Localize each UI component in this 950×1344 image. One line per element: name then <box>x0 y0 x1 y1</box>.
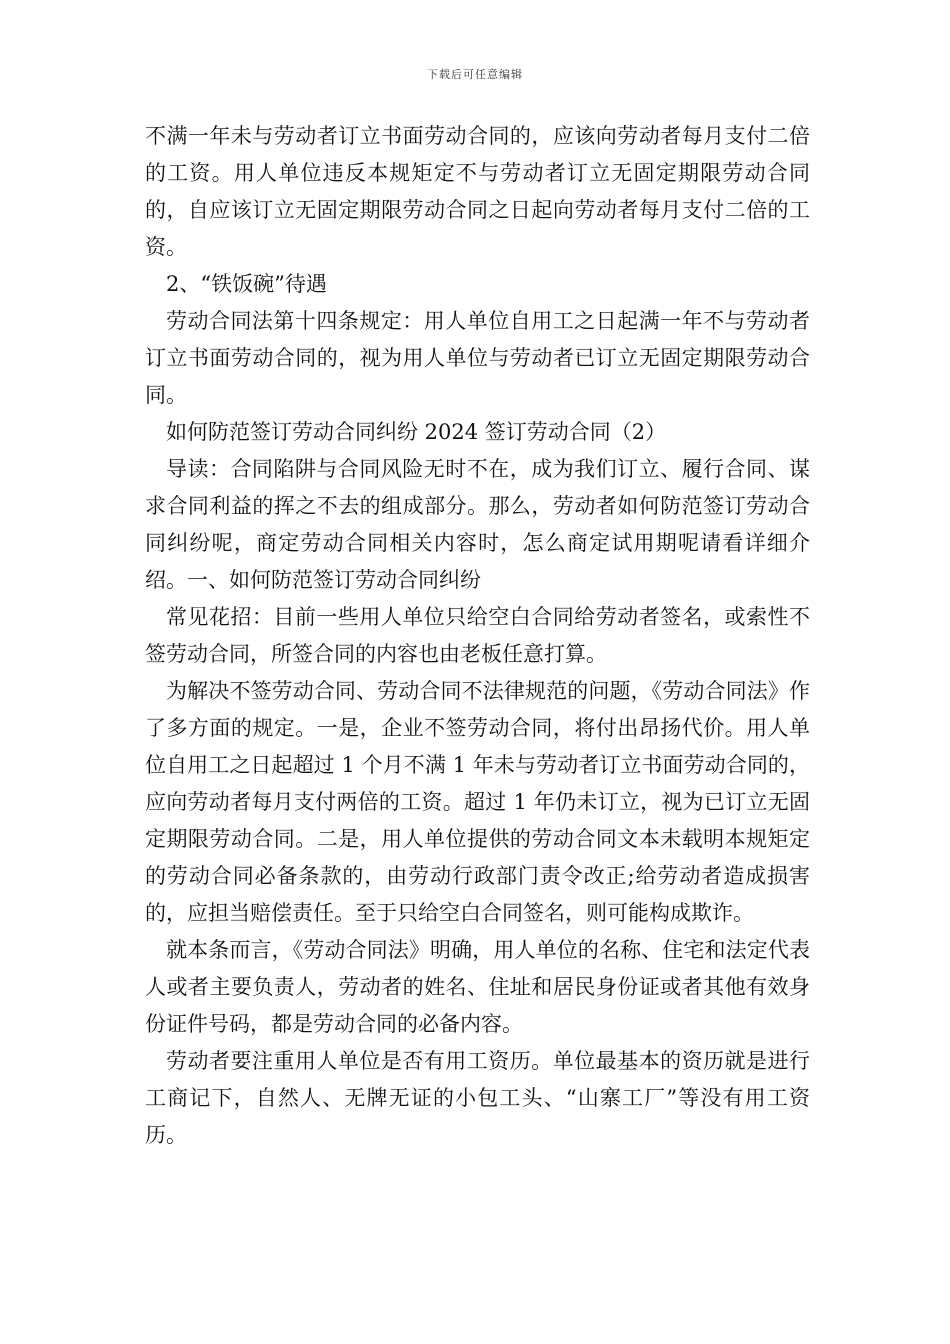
paragraph-law-provisions: 为解决不签劳动合同、劳动合同不法律规范的问题，《劳动合同法》作了多方面的规定。一是，企业不签劳动合同，将付出昂扬代价。用人单位自用工之日起超过 1 个月不满 1 年未与劳动者订立书面劳动合同的，应向劳动者每月支付两倍的工资。超过 1 年仍未订立，视为已订立无固定期限劳动合同。二是，用人单位提供的劳动合同文本未载明本规矩定的劳动合同必备条款的，由劳动行政部门责令改正;给劳动者造成损害的，应担当赔偿责任。至于只给空白合同签名，则可能构成欺诈。 <box>145 679 810 925</box>
paragraph-article-14: 劳动合同法第十四条规定：用人单位自用工之日起满一年不与劳动者订立书面劳动合同的，视为用人单位与劳动者已订立无固定期限劳动合同。 <box>145 309 810 407</box>
section-title-prevent-disputes: 如何防范签订劳动合同纠纷 2024 签订劳动合同（2） <box>166 420 667 444</box>
paragraph-introduction: 导读：合同陷阱与合同风险无时不在，成为我们订立、履行合同、谋求合同利益的挥之不去的组成部分。那么，劳动者如何防范签订劳动合同纠纷呢，商定劳动合同相关内容时，怎么商定试用期呢请看详细介绍。一、如何防范签订劳动合同纠纷 <box>145 457 810 592</box>
paragraph-wage-penalty: 不满一年未与劳动者订立书面劳动合同的，应该向劳动者每月支付二倍的工资。用人单位违反本规矩定不与劳动者订立无固定期限劳动合同的，自应该订立无固定期限劳动合同之日起向劳动者每月支付二倍的工资。 <box>145 124 810 259</box>
page-header: 下载后可任意编辑 <box>427 68 523 81</box>
document-body <box>145 118 810 1154</box>
section-heading-iron-rice-bowl: 2、“铁饭碗”待遇 <box>166 272 327 296</box>
paragraph-employer-qualification: 劳动者要注重用人单位是否有用工资历。单位最基本的资历就是进行工商记下，自然人、无牌无证的小包工头、“山寨工厂”等没有用工资历。 <box>145 1049 810 1147</box>
paragraph-required-content: 就本条而言，《劳动合同法》明确，用人单位的名称、住宅和法定代表人或者主要负责人，劳动者的姓名、住址和居民身份证或者其他有效身份证件号码，都是劳动合同的必备内容。 <box>145 938 810 1036</box>
paragraph-common-tricks: 常见花招：目前一些用人单位只给空白合同给劳动者签名，或索性不签劳动合同，所签合同的内容也由老板任意打算。 <box>145 605 810 666</box>
